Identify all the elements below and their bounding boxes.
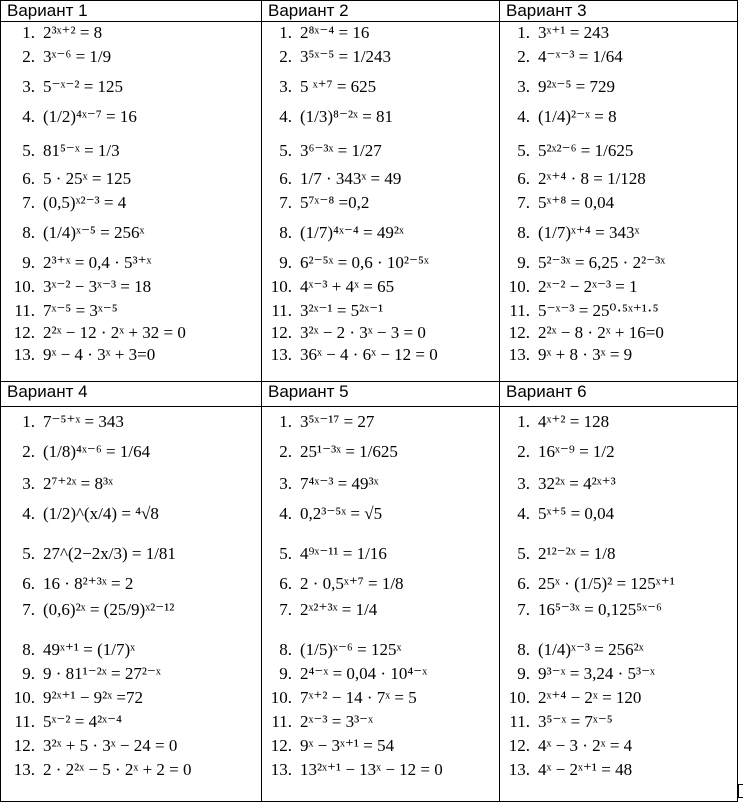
equation-expression: 7⁻⁵⁺ˣ = 343 — [43, 412, 124, 431]
equation-expression: 2ˣ⁺⁴ · 8 = 1/128 — [538, 169, 646, 188]
equation-number: 2. — [279, 47, 292, 66]
equation-number: 3. — [22, 77, 35, 96]
equation-expression: 27^(2−2x/3) = 1/81 — [43, 544, 176, 563]
equation-expression: 9²ˣ⁺¹ − 9²ˣ =72 — [43, 688, 144, 707]
equation-item — [504, 504, 614, 524]
equation-expression: 2⁸ˣ⁻⁴ = 16 — [300, 23, 370, 42]
equation-item — [266, 345, 438, 365]
equation-expression: 7⁴ˣ⁻³ = 49³ˣ — [300, 474, 379, 493]
equation-number: 10. — [270, 277, 292, 296]
equation-expression: 32²ˣ = 4²ˣ⁺³ — [538, 474, 616, 493]
equation-expression: 3ˣ⁻² − 3ˣ⁻³ = 18 — [43, 277, 152, 296]
equation-number: 2. — [22, 47, 35, 66]
equation-item — [9, 193, 126, 213]
equation-number: 11. — [509, 712, 530, 731]
equation-item — [266, 442, 398, 462]
equation-number: 1. — [22, 412, 35, 431]
equation-expression: 5 ˣ⁺⁷ = 625 — [300, 77, 377, 96]
equation-item — [266, 504, 382, 524]
equation-expression: 2 · 0,5ˣ⁺⁷ = 1/8 — [300, 574, 404, 593]
equation-expression: 7ˣ⁺² − 14 · 7ˣ = 5 — [300, 688, 417, 707]
equation-number: 10. — [13, 277, 35, 296]
equation-number: 13. — [270, 760, 292, 779]
equation-number: 7. — [22, 600, 35, 619]
equation-number: 6. — [279, 574, 292, 593]
equation-item — [9, 345, 155, 365]
equation-expression: 16 · 8²⁺³ˣ = 2 — [43, 574, 134, 593]
equation-expression: 2 · 2²ˣ − 5 · 2ˣ + 2 = 0 — [43, 760, 192, 779]
equation-expression: 4⁹ˣ⁻¹¹ = 1/16 — [300, 544, 387, 563]
equation-expression: 5²ˣ²⁻⁶ = 1/625 — [538, 141, 634, 160]
equation-item — [504, 664, 655, 684]
equation-item — [504, 47, 623, 67]
equation-expression: (1/4)²⁻ˣ = 8 — [538, 107, 617, 126]
equation-item — [266, 640, 401, 660]
equation-expression: 2ˣ⁻² − 2ˣ⁻³ = 1 — [538, 277, 638, 296]
title-divider — [500, 406, 737, 407]
equation-number: 7. — [279, 600, 292, 619]
equation-expression: 4ˣ⁻³ + 4ˣ = 65 — [300, 277, 395, 296]
equation-expression: 9³⁻ˣ = 3,24 · 5³⁻ˣ — [538, 664, 655, 683]
equation-expression: (1/3)⁸⁻²ˣ = 81 — [300, 107, 394, 126]
equation-expression: 9²ˣ⁻⁵ = 729 — [538, 77, 615, 96]
equation-number: 9. — [517, 664, 530, 683]
equation-number: 3. — [22, 474, 35, 493]
equation-expression: 9ˣ + 8 · 3ˣ = 9 — [538, 345, 633, 364]
equation-item — [9, 77, 123, 97]
equation-expression: 36ˣ − 4 · 6ˣ − 12 = 0 — [300, 345, 438, 364]
equation-item — [266, 664, 427, 684]
equation-number: 2. — [22, 442, 35, 461]
equation-expression: 2²ˣ − 8 · 2ˣ + 16=0 — [538, 323, 664, 342]
equation-item — [9, 600, 174, 620]
equation-expression: 3ˣ⁻⁶ = 1/9 — [43, 47, 112, 66]
variant-4-cell — [0, 381, 262, 802]
equation-number: 5. — [279, 544, 292, 563]
equation-number: 8. — [22, 223, 35, 242]
equation-item — [266, 169, 401, 189]
page-edge-marker — [738, 784, 743, 798]
equation-item — [9, 504, 159, 524]
variant-title: Вариант 5 — [268, 382, 349, 401]
equation-number: 12. — [270, 736, 292, 755]
equation-number: 9. — [22, 664, 35, 683]
equation-expression: 2ˣ⁻³ = 3³⁻ˣ — [300, 712, 374, 731]
equation-number: 2. — [517, 47, 530, 66]
title-divider — [1, 21, 261, 22]
equation-item — [9, 301, 118, 321]
equation-number: 1. — [279, 23, 292, 42]
equation-number: 3. — [279, 77, 292, 96]
variant-1-cell — [0, 0, 262, 382]
equation-number: 9. — [517, 253, 530, 272]
equation-number: 1. — [22, 23, 35, 42]
equation-number: 9. — [279, 253, 292, 272]
equation-number: 4. — [22, 504, 35, 523]
equation-item — [266, 277, 394, 297]
equation-expression: 3²ˣ⁻¹ = 5²ˣ⁻¹ — [300, 301, 384, 320]
equation-number: 6. — [22, 169, 35, 188]
equation-item — [9, 277, 151, 297]
equation-item — [9, 574, 133, 594]
equation-number: 11. — [271, 712, 292, 731]
equation-item — [266, 107, 393, 127]
equation-item — [504, 600, 662, 620]
equation-number: 11. — [14, 301, 35, 320]
equation-item — [266, 544, 387, 564]
variant-5-cell — [261, 381, 500, 802]
equation-item — [266, 193, 369, 213]
equation-item — [504, 345, 632, 365]
equation-number: 12. — [13, 323, 35, 342]
title-divider — [1, 406, 261, 407]
equation-item — [266, 600, 377, 620]
equation-number: 4. — [517, 107, 530, 126]
equation-number: 1. — [279, 412, 292, 431]
equation-item — [266, 301, 383, 321]
equation-number: 13. — [508, 345, 530, 364]
equation-item — [9, 23, 102, 43]
equation-expression: 25¹⁻³ˣ = 1/625 — [300, 442, 398, 461]
equation-expression: 3²ˣ + 5 · 3ˣ − 24 = 0 — [43, 736, 178, 755]
equation-item — [504, 412, 609, 432]
equation-expression: (1/7)ˣ⁺⁴ = 343ˣ — [538, 223, 640, 242]
equation-expression: 4⁻ˣ⁻³ = 1/64 — [538, 47, 623, 66]
equation-item — [504, 141, 633, 161]
equation-expression: 3⁵ˣ⁻¹⁷ = 27 — [300, 412, 375, 431]
equation-expression: 0,2³⁻⁵ˣ = √5 — [300, 504, 383, 523]
equation-number: 11. — [509, 301, 530, 320]
equation-item — [9, 141, 120, 161]
equation-expression: (1/8)⁴ˣ⁻⁶ = 1/64 — [43, 442, 151, 461]
equation-item — [266, 77, 376, 97]
equation-expression: 9ˣ − 3ˣ⁺¹ = 54 — [300, 736, 395, 755]
equation-number: 10. — [13, 688, 35, 707]
variant-title: Вариант 1 — [7, 1, 88, 20]
title-divider — [262, 21, 499, 22]
equation-item — [504, 323, 664, 343]
equation-number: 11. — [14, 712, 35, 731]
equation-expression: 2¹²⁻²ˣ = 1/8 — [538, 544, 616, 563]
variant-3-cell — [499, 0, 738, 382]
equation-item — [266, 412, 374, 432]
equation-expression: (0,5)ˣ²⁻³ = 4 — [43, 193, 127, 212]
title-divider — [500, 21, 737, 22]
equation-expression: 2ˣ⁺⁴ − 2ˣ = 120 — [538, 688, 642, 707]
equation-expression: 4ˣ⁺² = 128 — [538, 412, 610, 431]
equation-item — [266, 141, 382, 161]
equation-item — [9, 253, 151, 273]
equation-item — [266, 688, 417, 708]
equation-expression: 3ˣ⁺¹ = 243 — [538, 23, 610, 42]
variant-6-cell — [499, 381, 738, 802]
equation-expression: 3⁶⁻³ˣ = 1/27 — [300, 141, 382, 160]
equation-item — [9, 223, 144, 243]
equation-number: 6. — [517, 169, 530, 188]
equation-number: 5. — [22, 544, 35, 563]
equation-expression: 4ˣ − 3 · 2ˣ = 4 — [538, 736, 633, 755]
equation-expression: 5²⁻³ˣ = 6,25 · 2²⁻³ˣ — [538, 253, 666, 272]
equation-item — [9, 688, 143, 708]
equation-number: 3. — [279, 474, 292, 493]
equation-number: 12. — [508, 736, 530, 755]
equation-number: 1. — [517, 412, 530, 431]
equation-number: 6. — [279, 169, 292, 188]
equation-expression: 7ˣ⁻⁵ = 3ˣ⁻⁵ — [43, 301, 118, 320]
equation-expression: 3⁵ˣ⁻⁵ = 1/243 — [300, 47, 392, 66]
equation-number: 13. — [508, 760, 530, 779]
variant-title: Вариант 4 — [7, 382, 88, 401]
equation-expression: 16ˣ⁻⁹ = 1/2 — [538, 442, 615, 461]
equation-number: 8. — [279, 223, 292, 242]
equation-item — [9, 412, 124, 432]
equation-expression: 2³⁺ˣ = 0,4 · 5³⁺ˣ — [43, 253, 152, 272]
variant-title: Вариант 3 — [506, 1, 587, 20]
equation-item — [504, 760, 632, 780]
equation-expression: 1/7 · 343ˣ = 49 — [300, 169, 402, 188]
equation-expression: 2²ˣ − 12 · 2ˣ + 32 = 0 — [43, 323, 186, 342]
equation-item — [9, 107, 137, 127]
equation-expression: 2ˣ²⁺³ˣ = 1/4 — [300, 600, 378, 619]
variant-2-cell — [261, 0, 500, 382]
equation-expression: 3²ˣ − 2 · 3ˣ − 3 = 0 — [300, 323, 426, 342]
equation-item — [504, 442, 615, 462]
equation-expression: 5⁷ˣ⁻⁸ =0,2 — [300, 193, 370, 212]
equation-number: 7. — [517, 600, 530, 619]
equation-number: 12. — [270, 323, 292, 342]
equation-number: 10. — [508, 277, 530, 296]
equation-expression: 5⁻ˣ⁻² = 125 — [43, 77, 124, 96]
equation-number: 3. — [517, 77, 530, 96]
equation-item — [504, 574, 675, 594]
equation-item — [504, 277, 638, 297]
equation-number: 6. — [22, 574, 35, 593]
equation-number: 5. — [279, 141, 292, 160]
equation-expression: 2⁷⁺²ˣ = 8³ˣ — [43, 474, 114, 493]
equation-number: 13. — [270, 345, 292, 364]
equation-number: 4. — [279, 504, 292, 523]
equation-expression: 2⁴⁻ˣ = 0,04 · 10⁴⁻ˣ — [300, 664, 428, 683]
equation-number: 5. — [517, 141, 530, 160]
equation-item — [9, 712, 122, 732]
equation-item — [504, 474, 616, 494]
equation-expression: (1/2)^(x/4) = ⁴√8 — [43, 504, 159, 523]
equation-item — [266, 712, 373, 732]
equation-number: 2. — [279, 442, 292, 461]
equation-number: 9. — [22, 253, 35, 272]
equation-expression: (1/7)⁴ˣ⁻⁴ = 49²ˣ — [300, 223, 404, 242]
equation-item — [266, 760, 443, 780]
equation-item — [9, 664, 161, 684]
equation-item — [9, 169, 131, 189]
equation-number: 12. — [13, 736, 35, 755]
equation-item — [504, 736, 632, 756]
equation-expression: (1/4)ˣ⁻⁵ = 256ˣ — [43, 223, 145, 242]
equation-expression: 16⁵⁻³ˣ = 0,125⁵ˣ⁻⁶ — [538, 600, 662, 619]
equation-number: 8. — [517, 640, 530, 659]
equation-number: 8. — [279, 640, 292, 659]
equation-expression: 4ˣ − 2ˣ⁺¹ = 48 — [538, 760, 633, 779]
equation-expression: 49ˣ⁺¹ = (1/7)ˣ — [43, 640, 136, 659]
equation-item — [504, 193, 614, 213]
equation-expression: (0,6)²ˣ = (25/9)ˣ²⁻¹² — [43, 600, 175, 619]
equation-number: 8. — [517, 223, 530, 242]
equation-number: 13. — [13, 345, 35, 364]
equation-item — [9, 544, 176, 564]
title-divider — [262, 406, 499, 407]
equation-expression: 9 · 81¹⁻²ˣ = 27²⁻ˣ — [43, 664, 161, 683]
equation-number: 2. — [517, 442, 530, 461]
equation-number: 13. — [13, 760, 35, 779]
equation-number: 11. — [271, 301, 292, 320]
equation-expression: 5ˣ⁺⁸ = 0,04 — [538, 193, 615, 212]
equation-number: 5. — [22, 141, 35, 160]
equation-number: 4. — [517, 504, 530, 523]
equation-item — [504, 223, 639, 243]
equation-expression: 13²ˣ⁺¹ − 13ˣ − 12 = 0 — [300, 760, 443, 779]
equation-expression: 25ˣ · (1/5)² = 125ˣ⁺¹ — [538, 574, 675, 593]
equation-item — [266, 574, 404, 594]
equation-item — [266, 47, 391, 67]
equation-number: 9. — [279, 664, 292, 683]
equation-item — [504, 107, 617, 127]
equation-item — [9, 474, 113, 494]
equation-expression: 9ˣ − 4 · 3ˣ + 3=0 — [43, 345, 156, 364]
equation-item — [504, 688, 641, 708]
equation-item — [9, 47, 111, 67]
equation-item — [9, 323, 186, 343]
equation-number: 6. — [517, 574, 530, 593]
equation-expression: 5 · 25ˣ = 125 — [43, 169, 132, 188]
equation-item — [504, 301, 659, 321]
equation-item — [9, 640, 135, 660]
equation-item — [266, 23, 369, 43]
equation-item — [504, 169, 646, 189]
equation-item — [504, 640, 644, 660]
equation-item — [266, 474, 379, 494]
equation-number: 3. — [517, 474, 530, 493]
equation-item — [266, 223, 404, 243]
equation-item — [504, 23, 609, 43]
equation-expression: 6²⁻⁵ˣ = 0,6 · 10²⁻⁵ˣ — [300, 253, 429, 272]
equation-number: 10. — [270, 688, 292, 707]
equation-expression: 5ˣ⁺⁵ = 0,04 — [538, 504, 615, 523]
variant-title: Вариант 2 — [268, 1, 349, 20]
equation-item — [9, 442, 150, 462]
equation-item — [504, 544, 616, 564]
equation-number: 12. — [508, 323, 530, 342]
equation-number: 7. — [517, 193, 530, 212]
equation-expression: (1/2)⁴ˣ⁻⁷ = 16 — [43, 107, 137, 126]
equation-item — [504, 77, 615, 97]
equation-expression: 5ˣ⁻² = 4²ˣ⁻⁴ — [43, 712, 122, 731]
equation-item — [9, 760, 192, 780]
equation-number: 4. — [22, 107, 35, 126]
equation-expression: (1/5)ˣ⁻⁶ = 125ˣ — [300, 640, 402, 659]
equation-number: 5. — [517, 544, 530, 563]
equation-number: 10. — [508, 688, 530, 707]
equation-item — [504, 253, 665, 273]
equation-item — [266, 736, 394, 756]
equation-item — [266, 323, 426, 343]
equation-expression: 5⁻ˣ⁻³ = 25⁰·⁵ˣ⁺¹·⁵ — [538, 301, 659, 320]
equation-number: 7. — [279, 193, 292, 212]
equation-expression: 2³ˣ⁺² = 8 — [43, 23, 103, 42]
variant-title: Вариант 6 — [506, 382, 587, 401]
equation-number: 4. — [279, 107, 292, 126]
equation-item — [266, 253, 429, 273]
equation-item — [504, 712, 613, 732]
equation-item — [9, 736, 177, 756]
equation-expression: 3⁵⁻ˣ = 7ˣ⁻⁵ — [538, 712, 613, 731]
equation-expression: (1/4)ˣ⁻³ = 256²ˣ — [538, 640, 644, 659]
equation-expression: 81⁵⁻ˣ = 1/3 — [43, 141, 120, 160]
equation-number: 1. — [517, 23, 530, 42]
equation-number: 7. — [22, 193, 35, 212]
equation-number: 8. — [22, 640, 35, 659]
